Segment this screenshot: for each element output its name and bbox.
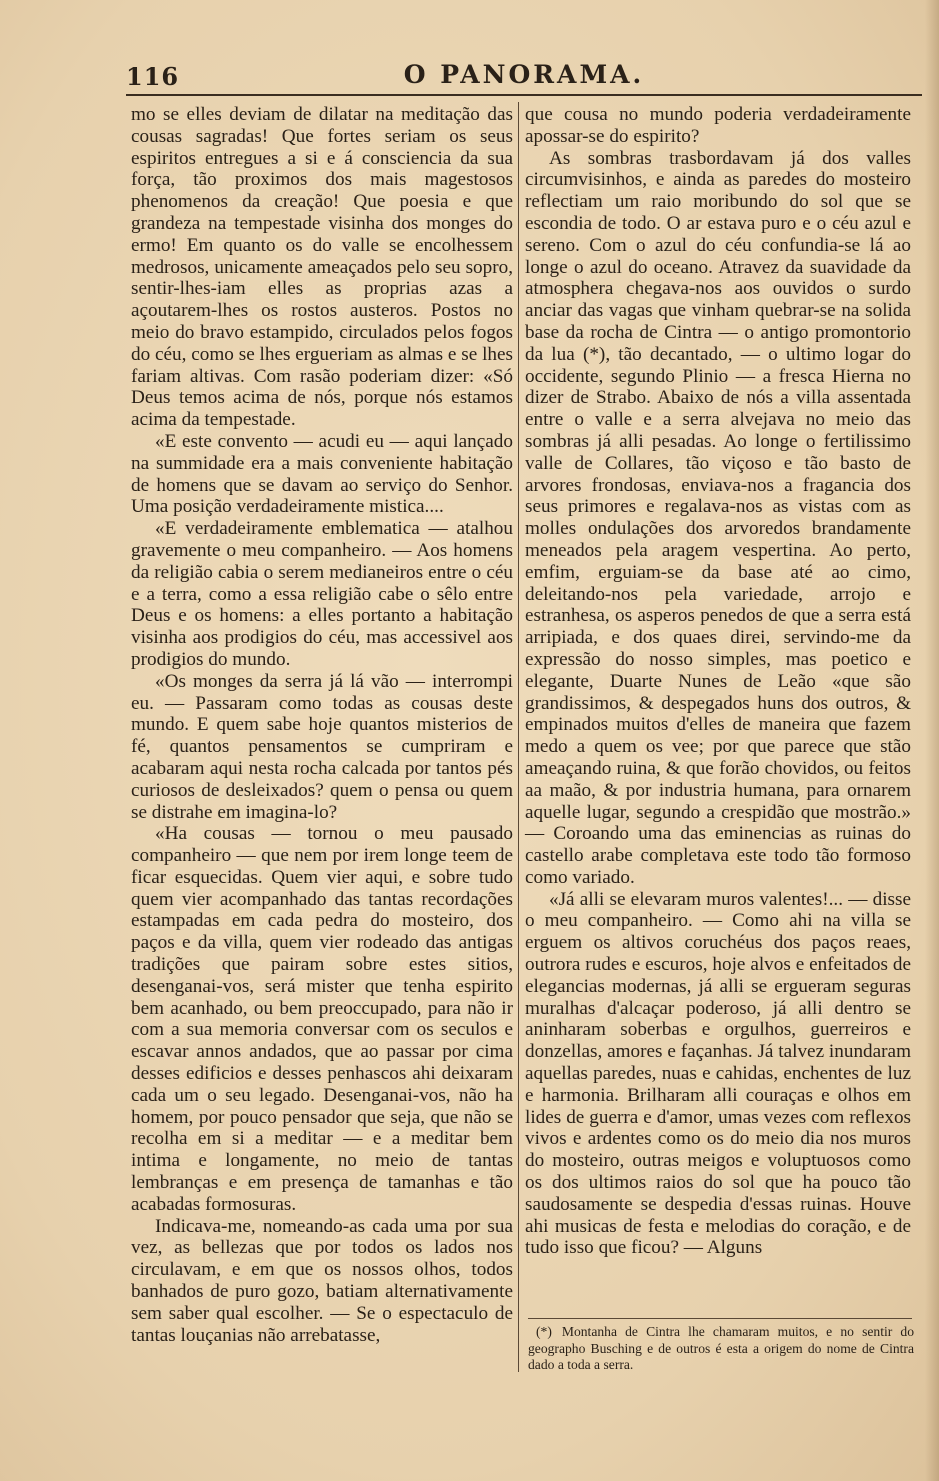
page-number: 116 [126,62,180,91]
page-edge-shadow [925,0,939,1481]
header-rule [126,94,922,96]
paragraph: mo se elles deviam de dilatar na meditação das cousas sagradas! Que fortes seriam os seus espiritos entregues a si e á consciencia da sua força, tão proximos dos mais magestosos phenomenos da creação! Que poesia e que grandeza na tempestade visinha dos monges do ermo! Em quanto os do valle se encolhessem medrosos, unicamente ameaçados pelo seu sopro, sentir-lhes-iam elles as proprias azas a açoutarem-lhes os rostos austeros. Postos no meio do bravo estampido, circulados pelos fogos do céu, como se lhes ergueriam as almas e se lhes fariam altivas. Com rasão poderiam dizer: «Só Deus temos acima de nós, porque nós estamos acima da tempestade. [131,104,513,431]
footnote-rule [528,1318,912,1319]
column-divider [518,102,519,1372]
journal-title: O PANORAMA. [403,60,645,89]
paragraph: que cousa no mundo poderia verdadeiramente apossar-se do espirito? [525,104,911,147]
paragraph: «E este convento — acudi eu — aqui lançado na summidade era a mais conveniente habitação de homens que se davam ao serviço do Senhor. Uma posição verdadeiramente mistica.... [131,430,513,518]
footnote-text: Montanha de Cintra lhe chamaram muitos, e no sentir do geographo Busching e de outros é esta a origem do nome de Cintra dado a toda a serra. [528,1324,914,1372]
paragraph: «E verdadeiramente emblematica — atalhou gravemente o meu companheiro. — Aos homens da religião cabia o serem medianeiros entre o céu e a terra, como a essa religião cabe o sêlo entre Deus e os homens: a elles portanto a habitação visinha aos prodigios do céu, mas accessivel aos prodigios do mundo. [131,518,513,670]
paragraph: Indicava-me, nomeando-as cada uma por sua vez, as bellezas que por todos os lados nos circulavam, e em que os nossos olhos, todos banhados de puro gozo, batiam alternativamente sem saber qual escolher. — Se o espectaculo de tantas louçanias não arrebatasse, [131,1215,513,1346]
page-header [126,56,922,92]
footnote-mark: (*) [536,1324,552,1339]
footnote [528,1324,914,1374]
paragraph: «Já alli se elevaram muros valentes!... — disse o meu companheiro. — Como ahi na villa se erguem os altivos coruchéus dos paços reaes, outrora rudes e escuros, hoje alvos e enfeitados de elegancias modernas, já alli se ergueram seguras muralhas d'alcaçar poderoso, já alli dentro se aninharam soberbas e orgulhos, guerreiros e donzellas, amores e façanhas. Já talvez inundaram aquellas paredes, nuas e cahidas, enchentes de luz e harmonia. Brilharam alli couraças e olhos em lides de guerra e d'amor, umas vezes com reflexos vivos e ardentes como os do meio dia nos muros do mosteiro, outras meigos e voluptuosos como os dos ultimos raios do sol que ha pouco tão saudosamente se despedia d'essas ruinas. Houve ahi musicas de festa e melodias do coração, e de tudo isso que ficou? — Alguns [525,888,911,1259]
paragraph: As sombras trasbordavam já dos valles circumvisinhos, e ainda as paredes do mosteiro reflectiam um raio moribundo do sol que se escondia de todo. O ar estava puro e o céu azul e sereno. Com o azul do céu confundia-se lá ao longe o azul do oceano. Atravez da suavidade da atmosphera chegava-nos aos ouvidos o surdo anciar das vagas que vinham quebrar-se na solida base da rocha de Cintra — o antigo promontorio da lua (*), tão decantado, — o ultimo logar do occidente, segundo Plinio — a fresca Hierna no dizer de Strabo. Abaixo de nós a villa assentada entre o valle e a serra alvejava no meio das sombras já alli pesadas. Ao longe o fertilissimo valle de Collares, tão viçoso e tão basto de arvores frondosas, enviava-nos a fragancia dos seus primores e regalava-nos as vistas com as molles ondulações dos arvoredos brandamente meneados pela aragem vespertina. Ao perto, emfim, erguiam-se da base até ao cimo, deleitando-nos pela variedade, arrojo e estranhesa, os asperos penedos de que a serra está arripiada, e dos quaes direi, servindo-me da expressão do nosso simples, mas poetico e elegante, Duarte Nunes de Leão «que são grandissimos, & despegados huns dos outros, & empinados muitos d'elles de maneira que fazem medo a quem os vee; por que parece que stão ameaçando ruina, & que forão chovidos, ou feitos aa maão, & por industria humana, para ornarem aquelle lugar, segundo a crespidão que mostrão.» — Coroando uma das eminencias as ruinas do castello arabe completava este todo tão formoso como variado. [525,147,911,888]
left-column [131,104,513,1346]
paragraph: «Ha cousas — tornou o meu pausado companheiro — que nem por irem longe teem de ficar esquecidas. Quem vier aqui, e sobre tudo quem vier acompanhado das tantas recordações estampadas em cada pedra do mosteiro, dos paços e da villa, quem vier rodeado das antigas tradições que pairam sobre estes sitios, desenganai-vos, será mister que tenha espirito bem acanhado, ou bem preoccupado, para não ir com a sua memoria conversar com os seculos e escavar annos andados, que ao passar por cima desses edificios e desses penhascos ahi deixaram cada um o seu legado. Desenganai-vos, não ha homem, por pouco pensador que seja, que não se recolha em si a meditar — e a meditar bem intima e longamente, no meio de tantas lembranças e em presença de tamanhas e tão acabadas formosuras. [131,823,513,1215]
right-column [525,104,911,1259]
paragraph: «Os monges da serra já lá vão — interrompi eu. — Passaram como todas as cousas deste mundo. E quem sabe hoje quantos misterios de fé, quantos pensamentos se cumpriram e acabaram aqui nesta rocha calcada por tantos pés curiosos de desleixados? quem o pensa ou quem se distrahe em imagina-lo? [131,670,513,823]
